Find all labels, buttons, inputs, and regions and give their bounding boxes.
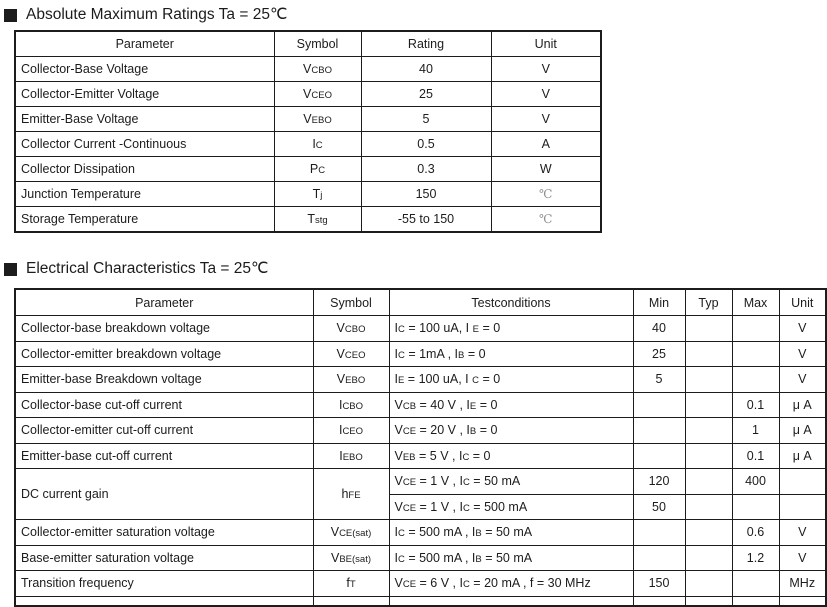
- header-row: [15, 31, 601, 57]
- cell-min: [633, 596, 685, 606]
- table-row: [15, 418, 826, 444]
- cell-unit: MHz: [779, 571, 826, 597]
- cell-testconditions: [389, 596, 633, 606]
- cell-unit: W: [491, 157, 601, 182]
- col-header-unit: Unit: [491, 31, 601, 57]
- cell-symbol: VCE(sat): [313, 520, 389, 546]
- cell-unit: μ A: [779, 392, 826, 418]
- col-header-testconditions: Testconditions: [389, 289, 633, 316]
- cell-parameter: Collector-emitter cut-off current: [15, 418, 313, 444]
- cell-testconditions: VCB = 40 V , IE = 0: [389, 392, 633, 418]
- cell-typ: [685, 494, 732, 520]
- table-row: [15, 341, 826, 367]
- abs-max-section-title: [4, 0, 827, 25]
- col-header-rating: Rating: [361, 31, 491, 57]
- cell-unit: V: [491, 57, 601, 82]
- cell-max: 1.2: [732, 545, 779, 571]
- cell-min: [633, 392, 685, 418]
- cell-unit: ℃: [491, 207, 601, 233]
- header-row: [15, 289, 826, 316]
- cell-symbol: ICBO: [313, 392, 389, 418]
- cell-parameter: [15, 596, 313, 606]
- cell-max: [732, 596, 779, 606]
- cell-parameter: Junction Temperature: [15, 182, 274, 207]
- table-row: [15, 367, 826, 393]
- cell-max: 0.6: [732, 520, 779, 546]
- cell-min: 40: [633, 316, 685, 342]
- cell-unit: V: [779, 545, 826, 571]
- cell-typ: [685, 367, 732, 393]
- cell-symbol: VEBO: [313, 367, 389, 393]
- cell-parameter: Storage Temperature: [15, 207, 274, 233]
- cell-rating: 0.5: [361, 132, 491, 157]
- cell-rating: 5: [361, 107, 491, 132]
- cell-typ: [685, 341, 732, 367]
- cell-min: 25: [633, 341, 685, 367]
- cell-symbol: VCEO: [313, 341, 389, 367]
- section-marker-icon: [4, 263, 17, 276]
- cell-symbol: [313, 596, 389, 606]
- cell-min: 50: [633, 494, 685, 520]
- cell-rating: -55 to 150: [361, 207, 491, 233]
- cell-parameter: Collector Dissipation: [15, 157, 274, 182]
- cell-min: 150: [633, 571, 685, 597]
- table-row: [15, 132, 601, 157]
- cell-typ: [685, 469, 732, 495]
- cell-parameter: Collector-base cut-off current: [15, 392, 313, 418]
- cell-testconditions: VCE = 1 V , IC = 500 mA: [389, 494, 633, 520]
- electrical-characteristics-section-title: [4, 259, 827, 279]
- col-header-parameter: Parameter: [15, 31, 274, 57]
- cell-symbol: VEBO: [274, 107, 361, 132]
- cell-unit: μ A: [779, 418, 826, 444]
- table-row: [15, 469, 826, 495]
- cell-parameter: Collector Current -Continuous: [15, 132, 274, 157]
- cell-parameter: Base-emitter saturation voltage: [15, 545, 313, 571]
- table-row: [15, 520, 826, 546]
- table-row: [15, 107, 601, 132]
- cell-min: [633, 443, 685, 469]
- cell-symbol: ICEO: [313, 418, 389, 444]
- cell-unit: [779, 494, 826, 520]
- cell-typ: [685, 443, 732, 469]
- cell-unit: V: [491, 82, 601, 107]
- section-title-text: Electrical Characteristics Ta = 25℃: [26, 260, 269, 277]
- table-row: [15, 182, 601, 207]
- cell-max: 0.1: [732, 392, 779, 418]
- cell-max: 400: [732, 469, 779, 495]
- cell-testconditions: IC = 1mA , IB = 0: [389, 341, 633, 367]
- cell-max: [732, 571, 779, 597]
- table-row: [15, 545, 826, 571]
- cell-parameter: Transition frequency: [15, 571, 313, 597]
- table-row: [15, 571, 826, 597]
- cell-parameter: Collector-Emitter Voltage: [15, 82, 274, 107]
- cell-rating: 150: [361, 182, 491, 207]
- cell-parameter: Emitter-Base Voltage: [15, 107, 274, 132]
- cell-parameter: Collector-emitter breakdown voltage: [15, 341, 313, 367]
- absolute-maximum-ratings-table: [14, 30, 602, 233]
- cell-typ: [685, 520, 732, 546]
- col-header-unit: Unit: [779, 289, 826, 316]
- cell-testconditions: VEB = 5 V , IC = 0: [389, 443, 633, 469]
- cell-rating: 25: [361, 82, 491, 107]
- cell-symbol: Tj: [274, 182, 361, 207]
- table-row: [15, 443, 826, 469]
- cell-symbol: IEBO: [313, 443, 389, 469]
- cell-symbol: VCEO: [274, 82, 361, 107]
- electrical-characteristics-table: [14, 288, 827, 607]
- cell-rating: 40: [361, 57, 491, 82]
- cell-min: [633, 520, 685, 546]
- col-header-min: Min: [633, 289, 685, 316]
- section-title-text: Absolute Maximum Ratings Ta = 25℃: [26, 6, 288, 23]
- cell-testconditions: VCE = 20 V , IB = 0: [389, 418, 633, 444]
- cell-parameter: Collector-base breakdown voltage: [15, 316, 313, 342]
- cell-parameter: Collector-emitter saturation voltage: [15, 520, 313, 546]
- cell-min: 5: [633, 367, 685, 393]
- cell-unit: V: [779, 367, 826, 393]
- cell-symbol: hFE: [313, 469, 389, 520]
- cell-typ: [685, 316, 732, 342]
- cell-symbol: fT: [313, 571, 389, 597]
- cell-unit: V: [779, 341, 826, 367]
- cell-testconditions: IC = 100 uA, I E = 0: [389, 316, 633, 342]
- cell-testconditions: IC = 500 mA , IB = 50 mA: [389, 545, 633, 571]
- cell-parameter: Emitter-base Breakdown voltage: [15, 367, 313, 393]
- table-row: [15, 392, 826, 418]
- col-header-symbol: Symbol: [313, 289, 389, 316]
- col-header-symbol: Symbol: [274, 31, 361, 57]
- col-header-parameter: Parameter: [15, 289, 313, 316]
- cell-testconditions: IC = 500 mA , IB = 50 mA: [389, 520, 633, 546]
- cell-testconditions: VCE = 6 V , IC = 20 mA , f = 30 MHz: [389, 571, 633, 597]
- cell-max: 1: [732, 418, 779, 444]
- cell-min: 120: [633, 469, 685, 495]
- cell-min: [633, 545, 685, 571]
- cell-unit: V: [779, 520, 826, 546]
- cell-symbol: PC: [274, 157, 361, 182]
- table-row: [15, 82, 601, 107]
- cell-unit: V: [491, 107, 601, 132]
- cell-unit: μ A: [779, 443, 826, 469]
- cell-symbol: VCBO: [274, 57, 361, 82]
- cell-unit: V: [779, 316, 826, 342]
- cell-rating: 0.3: [361, 157, 491, 182]
- table-row: [15, 157, 601, 182]
- cell-parameter: Collector-Base Voltage: [15, 57, 274, 82]
- col-header-max: Max: [732, 289, 779, 316]
- cell-max: [732, 367, 779, 393]
- cell-symbol: VCBO: [313, 316, 389, 342]
- cell-max: 0.1: [732, 443, 779, 469]
- table-row: [15, 316, 826, 342]
- col-header-typ: Typ: [685, 289, 732, 316]
- cell-parameter: Emitter-base cut-off current: [15, 443, 313, 469]
- cell-min: [633, 418, 685, 444]
- cell-unit: ℃: [491, 182, 601, 207]
- cell-symbol: VBE(sat): [313, 545, 389, 571]
- cell-typ: [685, 596, 732, 606]
- cell-parameter: DC current gain: [15, 469, 313, 520]
- table-row: [15, 207, 601, 233]
- cell-unit: A: [491, 132, 601, 157]
- table-row-partial: [15, 596, 826, 606]
- table-row: [15, 57, 601, 82]
- cell-symbol: IC: [274, 132, 361, 157]
- cell-symbol: Tstg: [274, 207, 361, 233]
- cell-typ: [685, 545, 732, 571]
- cell-max: [732, 341, 779, 367]
- cell-unit: [779, 469, 826, 495]
- cell-typ: [685, 392, 732, 418]
- cell-typ: [685, 418, 732, 444]
- cell-unit: [779, 596, 826, 606]
- cell-max: [732, 494, 779, 520]
- cell-typ: [685, 571, 732, 597]
- cell-testconditions: IE = 100 uA, I C = 0: [389, 367, 633, 393]
- cell-max: [732, 316, 779, 342]
- section-marker-icon: [4, 9, 17, 22]
- cell-testconditions: VCE = 1 V , IC = 50 mA: [389, 469, 633, 495]
